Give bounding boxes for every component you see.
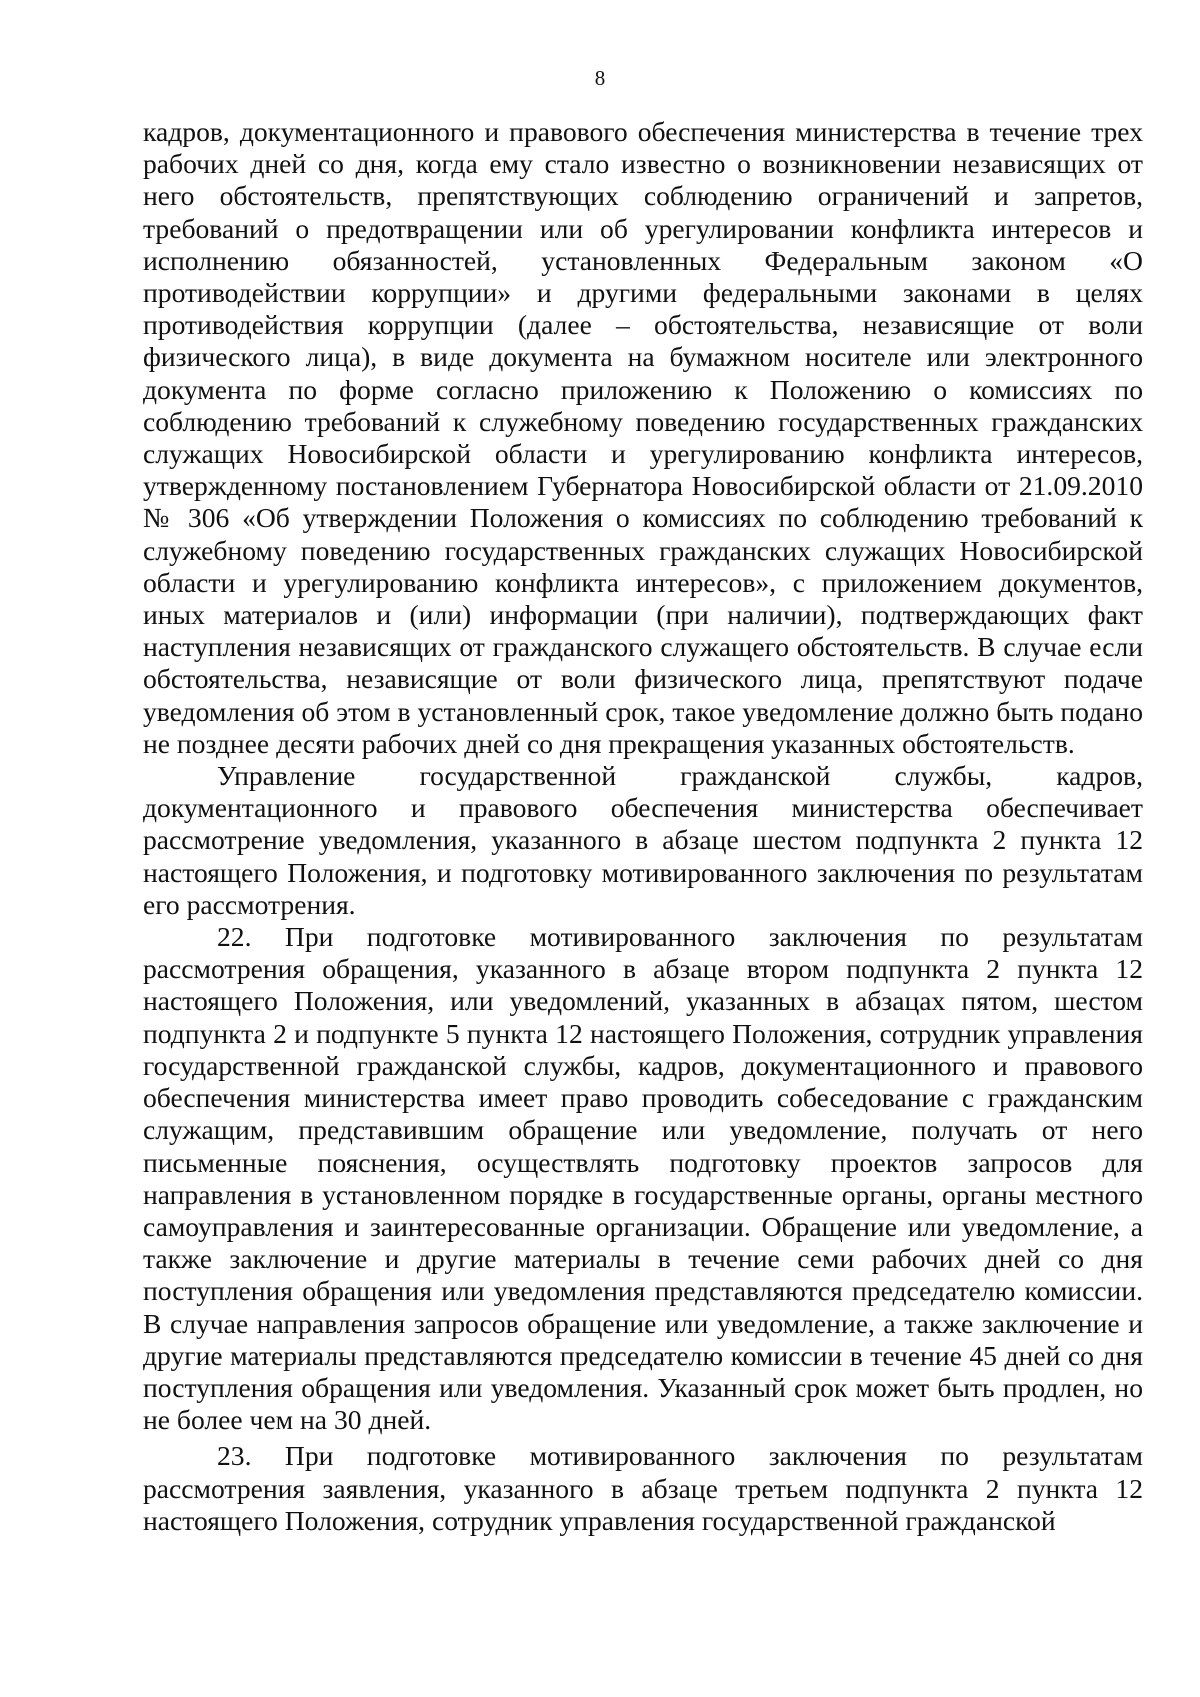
document-body xyxy=(143,116,1143,1537)
paragraph-continuation: кадров, документационного и правового обеспечения министерства в течение трех рабочих дней со дня, когда ему стало известно о возникновении независящих от него обстоятельств, препятствующих соблюдению ограничений и запретов, требований о предотвращении или об урегулировании конфликта интересов и исполнению обязанностей, установленных Федеральным законом «О противодействии коррупции» и другими федеральными законами в целях противодействия коррупции (далее – обстоятельства, независящие от воли физического лица), в виде документа на бумажном носителе или электронного документа по форме согласно приложению к Положению о комиссиях по соблюдению требований к служебному поведению государственных гражданских служащих Новосибирской области и урегулированию конфликта интересов, утвержденному постановлением Губернатора Новосибирской области от 21.09.2010 № 306 «Об утверждении Положения о комиссиях по соблюдению требований к служебному поведению государственных гражданских служащих Новосибирской области и урегулированию конфликта интересов», с приложением документов, иных материалов и (или) информации (при наличии), подтверждающих факт наступления независящих от гражданского служащего обстоятельств. В случае если обстоятельства, независящие от воли физического лица, препятствуют подаче уведомления об этом в установленный срок, такое уведомление должно быть подано не позднее десяти рабочих дней со дня прекращения указанных обстоятельств. xyxy=(143,116,1143,759)
page-number: 8 xyxy=(594,66,606,90)
paragraph-clause-23: 23. При подготовке мотивированного заключения по результатам рассмотрения заявления, указанного в абзаце третьем подпункта 2 пункта 12 настоящего Положения, сотрудник управления государственной гражданской xyxy=(143,1440,1143,1536)
paragraph-clause-22: 22. При подготовке мотивированного заключения по результатам рассмотрения обращения, указанного в абзаце втором подпункта 2 пункта 12 настоящего Положения, или уведомлений, указанных в абзацах пятом, шестом подпункта 2 и подпункте 5 пункта 12 настоящего Положения, сотрудник управления государственной гражданской службы, кадров, документационного и правового обеспечения министерства имеет право проводить собеседование с гражданским служащим, представившим обращение или уведомление, получать от него письменные пояснения, осуществлять подготовку проектов запросов для направления в установленном порядке в государственные органы, органы местного самоуправления и заинтересованные организации. Обращение или уведомление, а также заключение и другие материалы в течение семи рабочих дней со дня поступления обращения или уведомления представляются председателю комиссии. В случае направления запросов обращение или уведомление, а также заключение и другие материалы представляются председателю комиссии в течение 45 дней со дня поступления обращения или уведомления. Указанный срок может быть продлен, но не более чем на 30 дней. xyxy=(143,921,1143,1436)
paragraph-department-review: Управление государственной гражданской службы, кадров, документационного и правового обеспечения министерства обеспечивает рассмотрение уведомления, указанного в абзаце шестом подпункта 2 пункта 12 настоящего Положения, и подготовку мотивированного заключения по результатам его рассмотрения. xyxy=(143,760,1143,920)
